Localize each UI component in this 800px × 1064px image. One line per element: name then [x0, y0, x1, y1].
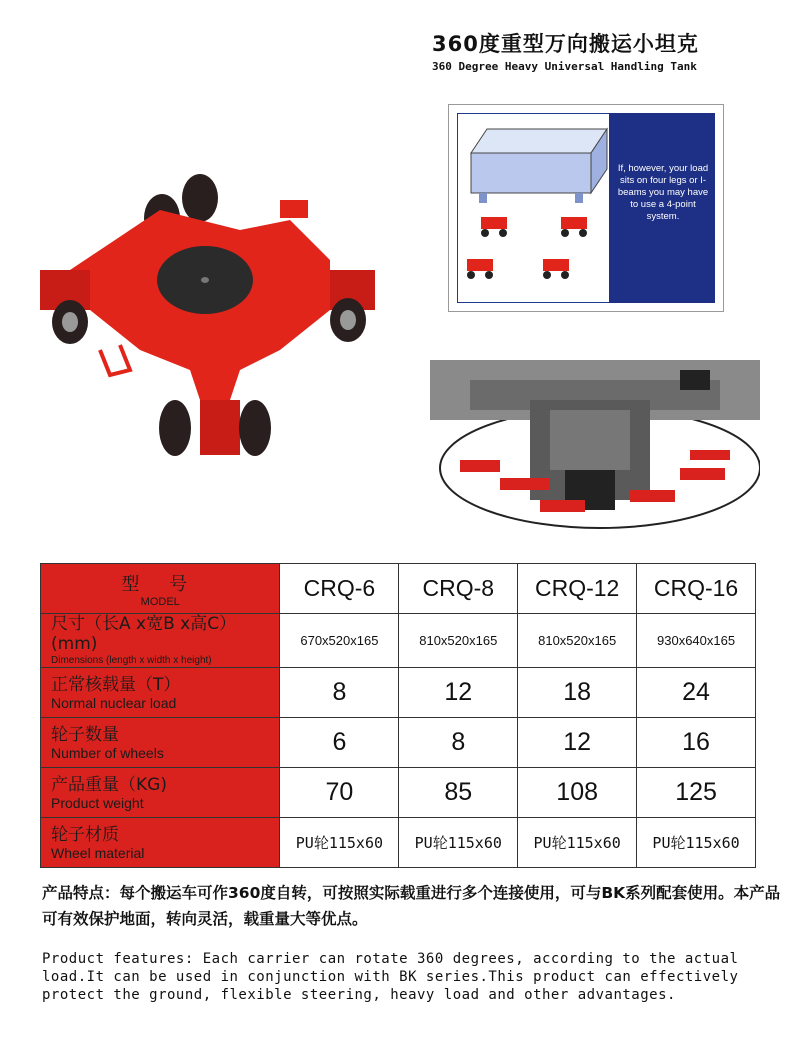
table-cell: 12 [399, 668, 518, 718]
table-cell: PU轮115x60 [637, 818, 756, 868]
table-cell: 24 [637, 668, 756, 718]
four-point-diagram [448, 104, 724, 312]
table-cell: PU轮115x60 [399, 818, 518, 868]
load-diagram-icon [457, 113, 617, 303]
features-cn: 产品特点：每个搬运车可作360度自转，可按照实际载重进行多个连接使用，可与BK系列配套使用。本产品可有效保护地面，转向灵活，载重量大等优点。 [42, 884, 781, 928]
table-cell: 670x520x165 [280, 614, 399, 668]
row-header-en: Number of wheels [51, 744, 164, 761]
row-header-en: Wheel material [51, 844, 145, 861]
spec-table [40, 563, 756, 868]
row-header-material [41, 818, 280, 868]
row-header-weight [41, 768, 280, 818]
model-name: CRQ-8 [399, 564, 518, 614]
features-en: Product features: Each carrier can rotate 360 degrees, according to the actual load.It can be used in conjunction with BK series.This product can effectively protect the ground, flexible steering, heavy load and other advantages. [42, 951, 739, 1003]
table-cell: 810x520x165 [399, 614, 518, 668]
table-cell: PU轮115x60 [280, 818, 399, 868]
model-header-en: MODEL [140, 595, 180, 608]
row-header-cn: 轮子材质 [51, 824, 119, 845]
table-cell: PU轮115x60 [518, 818, 637, 868]
machine-photo [430, 350, 760, 530]
table-cell: 6 [280, 718, 399, 768]
model-name: CRQ-6 [280, 564, 399, 614]
row-header-load [41, 668, 280, 718]
row-header-en: Normal nuclear load [51, 694, 177, 711]
table-row [41, 768, 756, 818]
table-row [41, 818, 756, 868]
row-header-cn: 产品重量（KG) [51, 774, 167, 795]
product-image [30, 170, 390, 470]
row-header-dimensions [41, 614, 280, 668]
diagram-caption: If, however, your load sits on four legs or I-beams you may have to use a 4-point system. [617, 163, 709, 222]
model-name: CRQ-16 [637, 564, 756, 614]
table-row [41, 564, 756, 614]
row-header-cn: 尺寸（长A x宽B x高C）(mm) [51, 614, 237, 654]
table-cell: 85 [399, 768, 518, 818]
table-cell: 12 [518, 718, 637, 768]
table-row [41, 718, 756, 768]
page-title: 360度重型万向搬运小坦克 [432, 32, 699, 56]
row-header-wheels [41, 718, 280, 768]
row-header-cn: 轮子数量 [51, 724, 119, 745]
row-header-en: Product weight [51, 794, 144, 811]
table-row [41, 668, 756, 718]
table-cell: 930x640x165 [637, 614, 756, 668]
model-header [41, 564, 280, 614]
table-cell: 8 [399, 718, 518, 768]
table-cell: 8 [280, 668, 399, 718]
row-header-en: Dimensions (length x width x height) [51, 655, 212, 666]
table-cell: 16 [637, 718, 756, 768]
table-cell: 18 [518, 668, 637, 718]
table-cell: 810x520x165 [518, 614, 637, 668]
table-cell: 70 [280, 768, 399, 818]
table-row [41, 614, 756, 668]
row-header-cn: 正常核载量（T） [51, 674, 181, 695]
model-name: CRQ-12 [518, 564, 637, 614]
model-header-cn: 型 号 [121, 573, 200, 595]
table-cell: 125 [637, 768, 756, 818]
table-cell: 108 [518, 768, 637, 818]
page-subtitle: 360 Degree Heavy Universal Handling Tank [432, 60, 697, 73]
